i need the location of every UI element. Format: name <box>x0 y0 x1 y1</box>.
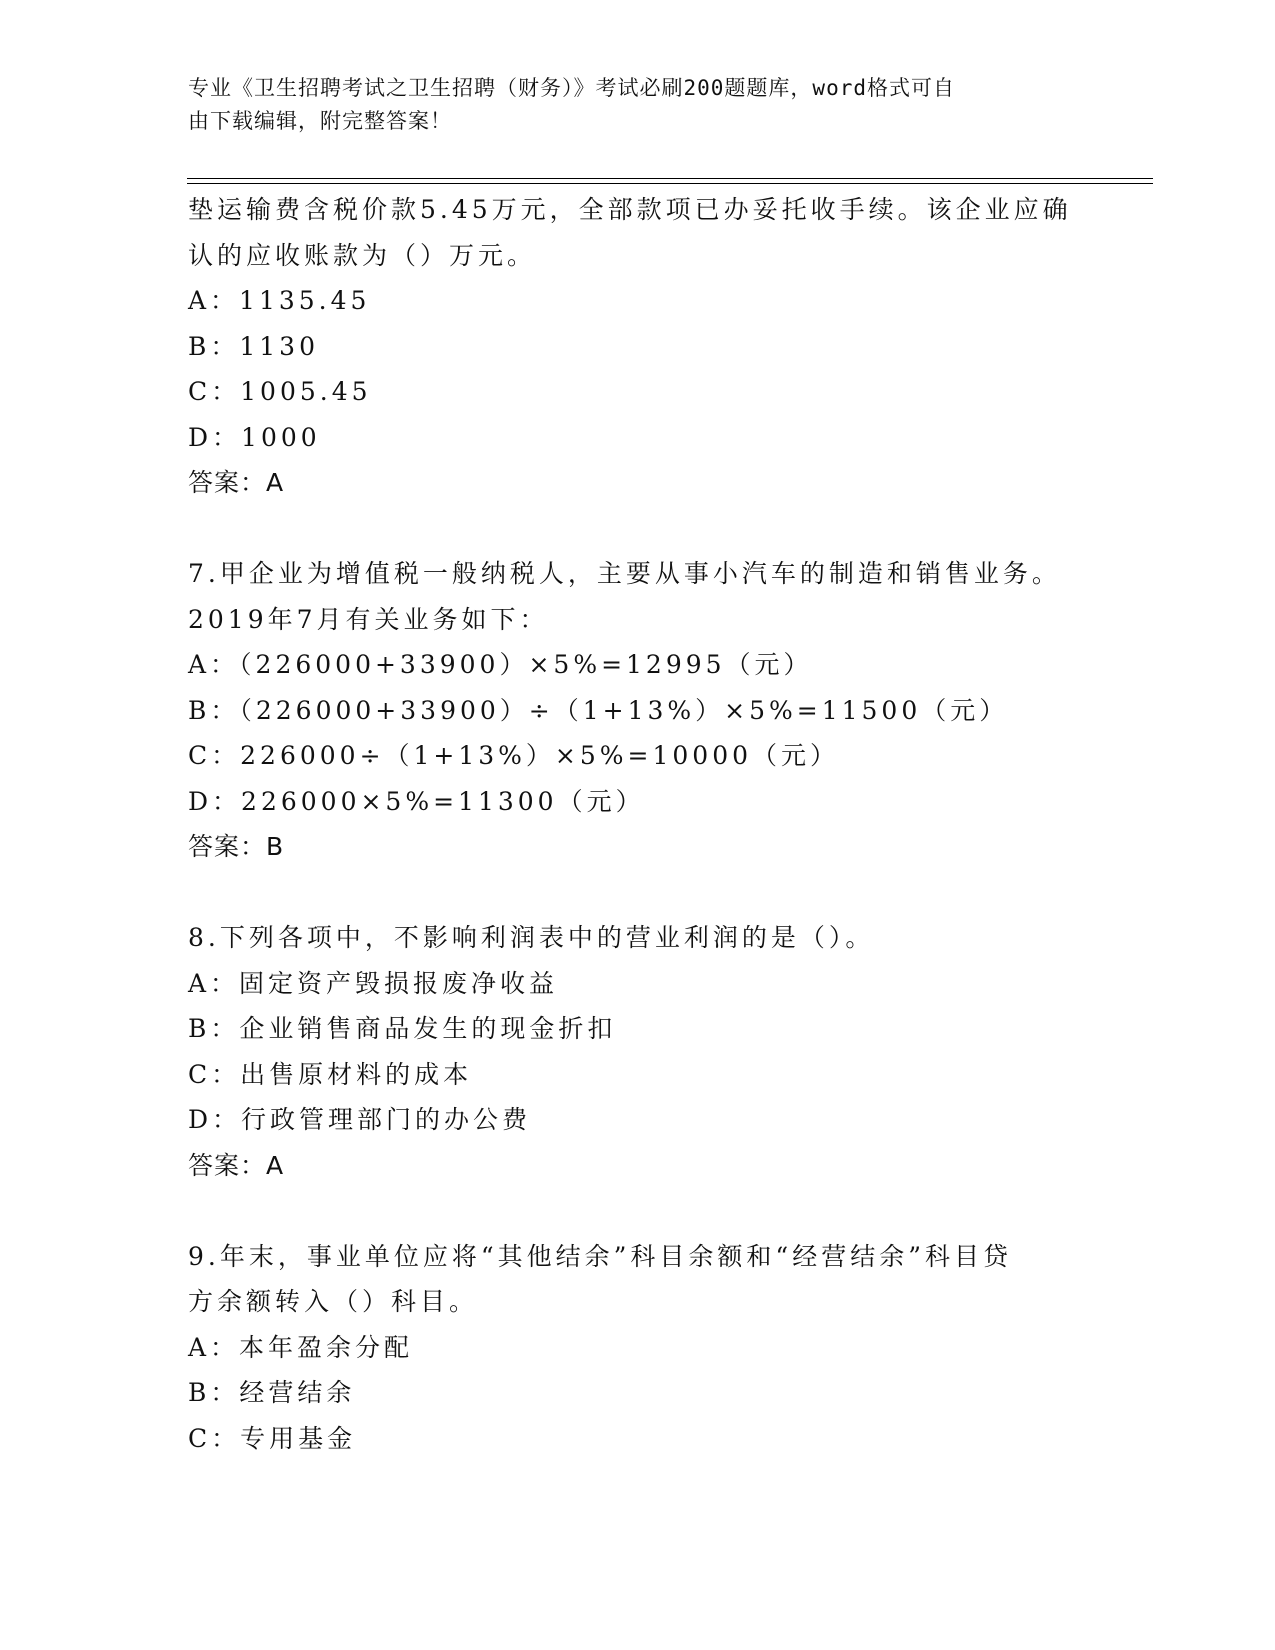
question-9 <box>188 1234 1188 1462</box>
question-6-stem-line-1: 垫运输费含税价款5.45万元，全部款项已办妥托收手续。该企业应确 <box>188 195 1072 224</box>
header-line-1: 专业《卫生招聘考试之卫生招聘（财务）》考试必刷200题题库，word格式可自 <box>188 76 955 100</box>
question-8-option-d: D：行政管理部门的办公费 <box>188 1105 532 1134</box>
question-7-option-d: D：226000×5%=11300（元） <box>188 786 645 816</box>
question-9-stem-line-2: 方余额转入（）科目。 <box>188 1287 479 1316</box>
question-list <box>188 187 1188 1461</box>
question-spacer <box>188 1188 1188 1234</box>
question-spacer <box>188 506 1188 552</box>
question-6-option-b: B：1130 <box>188 331 319 361</box>
question-7-stem-line-2: 2019年7月有关业务如下： <box>188 604 549 634</box>
question-6-answer: 答案：A <box>188 468 285 497</box>
header-divider-top <box>187 178 1153 179</box>
question-8-option-a: A：固定资产毁损报废净收益 <box>188 968 559 998</box>
question-9-option-c: C：专用基金 <box>188 1423 357 1453</box>
header-divider-bottom <box>187 183 1153 184</box>
header-line-2: 由下载编辑，附完整答案！ <box>188 109 452 133</box>
question-6-option-c: C：1005.45 <box>188 377 372 406</box>
question-7-stem-line-1: 7.甲企业为增值税一般纳税人，主要从事小汽车的制造和销售业务。 <box>188 559 1061 588</box>
question-9-stem-line-1: 9.年末，事业单位应将“其他结余”科目余额和“经营结余”科目贷 <box>188 1241 1012 1271</box>
question-7-answer: 答案：B <box>188 832 285 861</box>
question-8 <box>188 915 1188 1188</box>
question-9-option-a: A：本年盈余分配 <box>188 1332 414 1362</box>
question-8-option-b: B：企业销售商品发生的现金折扣 <box>188 1014 617 1043</box>
question-8-answer: 答案：A <box>188 1150 285 1180</box>
question-7 <box>188 551 1188 870</box>
question-7-option-a: A：（226000+33900）×5%=12995（元） <box>188 650 813 679</box>
question-7-option-c: C：226000÷（1+13%）×5%=10000（元） <box>188 741 840 770</box>
question-9-option-b: B：经营结余 <box>188 1378 356 1407</box>
question-6 <box>188 187 1188 506</box>
question-7-option-b: B：（226000+33900）÷（1+13%）×5%=11500（元） <box>188 695 1009 725</box>
question-6-stem-line-2: 认的应收账款为（）万元。 <box>188 240 537 270</box>
question-spacer <box>188 870 1188 916</box>
question-8-option-c: C：出售原材料的成本 <box>188 1059 473 1089</box>
document-header <box>188 72 1068 138</box>
question-6-option-a: A：1135.45 <box>188 286 371 315</box>
question-6-option-d: D：1000 <box>188 422 321 452</box>
question-8-stem-line-1: 8.下列各项中，不影响利润表中的营业利润的是（）。 <box>188 923 875 952</box>
